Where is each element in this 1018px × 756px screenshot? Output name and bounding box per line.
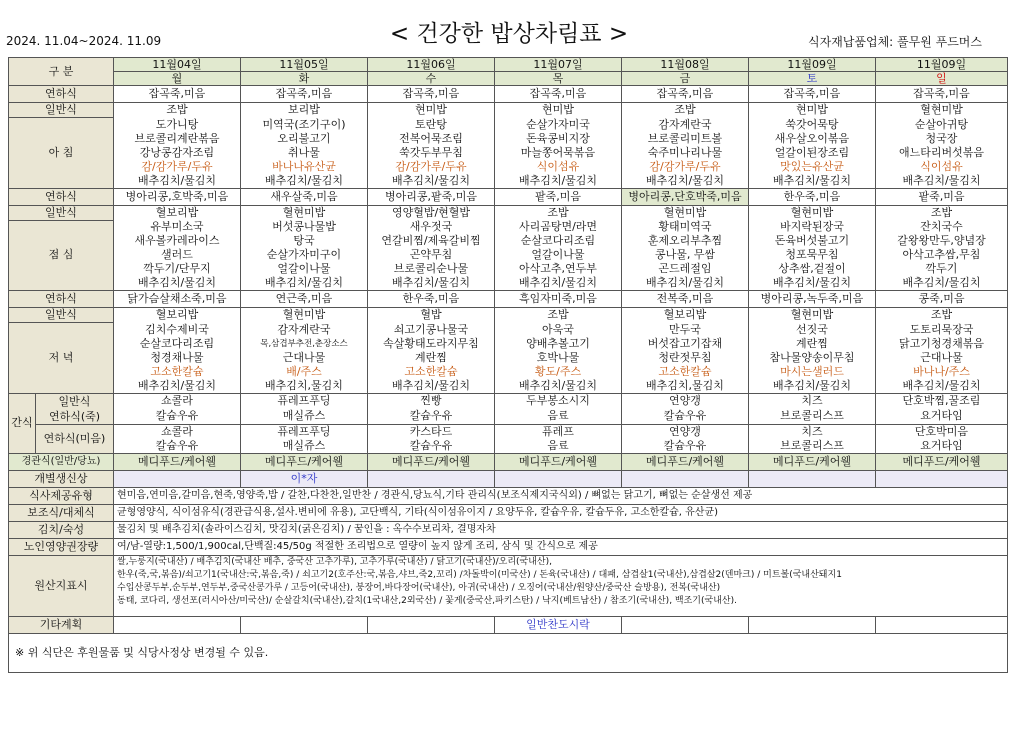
lunch-menu-item: 아삭고추,연두부	[495, 262, 622, 276]
breakfast-menu-item: 맛있는유산균	[749, 160, 876, 174]
breakfast-general-row	[9, 174, 1008, 189]
lunch-label: 점 심	[9, 220, 114, 291]
dinner-menu-item: 배/주스	[241, 365, 368, 379]
dinner-general-row	[9, 323, 1008, 337]
dinner-menu-item: 만두국	[622, 323, 749, 337]
breakfast-general-label: 일반식	[9, 103, 114, 118]
meal_types-text: 현미음,연미음,갈미음,현죽,영양죽,밥 / 갈찬,다찬찬,일반찬 / 경관식,당뇨식,기타 관리식(보조식제지국식외) / 뼈없는 닭고기, 뼈없는 순살생선 제공	[114, 487, 1008, 504]
date-cell: 11월06일	[368, 58, 495, 72]
tube-feed-cell: 메디푸드/케어웰	[368, 453, 495, 470]
snack-soft-item: 브로콜리스프	[749, 439, 876, 454]
lunch-menu-item: 상추쌈,겉절이	[749, 262, 876, 276]
dinner-menu-item: 쇠고기콩나물국	[368, 323, 495, 337]
tube-feed-cell: 메디푸드/케어웰	[114, 453, 241, 470]
snack-soft-item: 매실쥬스	[241, 439, 368, 454]
snack-general-item: 칼슘우유	[622, 409, 749, 425]
dinner-menu-item: 근대나물	[241, 351, 368, 365]
breakfast-menu-item: 돈육콩비지장	[495, 132, 622, 146]
breakfast-soft-cell: 잡곡죽,미음	[622, 86, 749, 103]
individual-cell	[495, 470, 622, 487]
snack-soft-item: 퓨레프	[495, 424, 622, 439]
day-cell: 목	[495, 72, 622, 86]
footer-row	[9, 633, 1008, 672]
individual-cell	[114, 470, 241, 487]
snack-general-item: 연양갱	[622, 393, 749, 409]
day-cell: 수	[368, 72, 495, 86]
lunch-general-label: 일반식	[9, 205, 114, 220]
breakfast-soft-cell: 잡곡죽,미음	[876, 86, 1008, 103]
breakfast-menu-item: 도가니탕	[114, 118, 241, 132]
day-cell: 월	[114, 72, 241, 86]
nutrition-label: 노인영양권장량	[9, 538, 114, 555]
date-range: 2024. 11.04~2024. 11.09	[6, 34, 162, 48]
dinner-menu-item: 버섯잡고기잡채	[622, 337, 749, 351]
lunch-menu-item: 순살가자미구이	[241, 248, 368, 262]
kimchi-text: 물김치 및 배추김치(솔라이스김치, 맛김치(굵은김치) / 꿈인을 : 옥수수보리차, 결명자차	[114, 521, 1008, 538]
kimchi-label: 김치/숙성	[9, 521, 114, 538]
breakfast-menu-item: 쑥갓어묵탕	[749, 118, 876, 132]
breakfast-menu-item: 쑥갓두부무침	[368, 146, 495, 160]
breakfast-general-row	[9, 132, 1008, 146]
dinner-menu-item: 고소한칼슘	[622, 365, 749, 379]
dinner-menu-item: 고소한칼슘	[368, 365, 495, 379]
tube-feed-cell: 메디푸드/케어웰	[749, 453, 876, 470]
breakfast-menu-item: 배추김치/물김치	[241, 174, 368, 189]
dinner-general-row	[9, 351, 1008, 365]
lunch-menu-item: 바지락된장국	[749, 220, 876, 234]
dinner-soft-cell: 병아리콩,녹두죽,미음	[749, 291, 876, 308]
dinner-soft-cell: 전복죽,미음	[622, 291, 749, 308]
breakfast-menu-item: 보리밥	[241, 103, 368, 118]
breakfast-menu-item: 배추김치/물김치	[749, 174, 876, 189]
individual-cell	[876, 470, 1008, 487]
dinner-soft-cell: 닭가슴살채소죽,미음	[114, 291, 241, 308]
lunch-soft-label: 연하식	[9, 188, 114, 205]
lunch-general-row	[9, 262, 1008, 276]
lunch-menu-item: 새우볼카레라이스	[114, 234, 241, 248]
header-row-dates	[9, 58, 1008, 72]
date-cell: 11월09일	[876, 58, 1008, 72]
dinner-menu-item: 속살황태도라지무침	[368, 337, 495, 351]
supplements-label: 보조식/대체식	[9, 504, 114, 521]
lunch-soft-cell: 팥죽,미음	[876, 188, 1008, 205]
dinner-menu-item: 조밥	[495, 308, 622, 323]
dinner-soft-label: 연하식	[9, 291, 114, 308]
dinner-menu-item: 감자계란국	[241, 323, 368, 337]
lunch-menu-item: 브로콜리순나물	[368, 262, 495, 276]
origin-text	[114, 555, 1008, 616]
lunch-menu-item: 얼갈이나물	[241, 262, 368, 276]
breakfast-soft-cell: 잡곡죽,미음	[241, 86, 368, 103]
page-title: < 건강한 밥상차림표 >	[389, 21, 629, 47]
lunch-menu-item: 돈육버섯불고기	[749, 234, 876, 248]
snack-soft-item: 음료	[495, 439, 622, 454]
breakfast-menu-item: 숙주미나리나물	[622, 146, 749, 160]
breakfast-menu-item: 배추김치/물김치	[622, 174, 749, 189]
dinner-menu-item: 목,삼겹부추전,춘장소스	[241, 337, 368, 351]
dinner-label: 저 녁	[9, 323, 114, 394]
lunch-general-row	[9, 220, 1008, 234]
snack-general-item: 브로콜리스프	[749, 409, 876, 425]
breakfast-menu-item: 바나나유산균	[241, 160, 368, 174]
dinner-general-row	[9, 337, 1008, 351]
breakfast-menu-item: 취나물	[241, 146, 368, 160]
lunch-soft-cell: 병아리콩,팥죽,미음	[368, 188, 495, 205]
lunch-general-row	[9, 205, 1008, 220]
lunch-menu-item: 배추김치/물김치	[495, 276, 622, 291]
date-cell: 11월08일	[622, 58, 749, 72]
snack-general-item: 칼슘우유	[368, 409, 495, 425]
dinner-general-row	[9, 308, 1008, 323]
dinner-soft-cell: 흑임자미죽,미음	[495, 291, 622, 308]
breakfast-soft-label: 연하식	[9, 86, 114, 103]
breakfast-menu-item: 배추김치/물김치	[114, 174, 241, 189]
lunch-menu-item: 갈왕왕만두,양념장	[876, 234, 1008, 248]
breakfast-menu-item: 배추김치/물김치	[368, 174, 495, 189]
breakfast-menu-item: 현미밥	[495, 103, 622, 118]
breakfast-menu-item: 조밥	[622, 103, 749, 118]
snack-soft-item: 쇼콜라	[114, 424, 241, 439]
snack-general-item: 칼슘우유	[114, 409, 241, 425]
breakfast-menu-item: 전복어묵조림	[368, 132, 495, 146]
snack-soft-row	[9, 439, 1008, 454]
lunch-menu-item: 탕국	[241, 234, 368, 248]
meal_types-label: 식사제공유형	[9, 487, 114, 504]
dinner-menu-item: 계란찜	[749, 337, 876, 351]
breakfast-general-row	[9, 118, 1008, 132]
dinner-menu-item: 청경채나물	[114, 351, 241, 365]
snack-general-row	[9, 409, 1008, 425]
individual-label: 개별생신상	[9, 470, 114, 487]
dinner-menu-item: 혈밥	[368, 308, 495, 323]
day-cell: 금	[622, 72, 749, 86]
other-plans-row	[9, 616, 1008, 633]
dinner-menu-item: 마시는샐러드	[749, 365, 876, 379]
lunch-soft-cell: 팥죽,미음	[495, 188, 622, 205]
breakfast-menu-item: 순살아귀탕	[876, 118, 1008, 132]
lunch-menu-item: 청포묵무침	[749, 248, 876, 262]
breakfast-menu-item: 식이섬유	[876, 160, 1008, 174]
dinner-menu-item: 선짓국	[749, 323, 876, 337]
breakfast-menu-item: 감/감가루/두유	[114, 160, 241, 174]
dinner-menu-item: 배추김치,물김치	[241, 379, 368, 394]
lunch-menu-item: 조밥	[876, 205, 1008, 220]
breakfast-menu-item: 순살가자미국	[495, 118, 622, 132]
lunch-menu-item: 깍두기	[876, 262, 1008, 276]
dinner-general-label: 일반식	[9, 308, 114, 323]
lunch-menu-item: 배추김치/물김치	[749, 276, 876, 291]
dinner-menu-item: 배추김치/물김치	[749, 379, 876, 394]
breakfast-menu-item: 배추김치/물김치	[876, 174, 1008, 189]
dinner-menu-item: 도토리묵장국	[876, 323, 1008, 337]
lunch-general-row	[9, 248, 1008, 262]
dinner-menu-item: 배추김치/물김치	[368, 379, 495, 394]
snack-soft-item: 카스타드	[368, 424, 495, 439]
other-plans-cell	[622, 616, 749, 633]
date-cell: 11월05일	[241, 58, 368, 72]
breakfast-label: 아 침	[9, 118, 114, 189]
breakfast-menu-item: 강낭콩감자조림	[114, 146, 241, 160]
origin-line: 한우(죽,국,볶음)/쇠고기1(국내산:국,볶음,죽) / 쇠고기2(호주산:국,볶음,샤브,죽2,꼬리) /차돌박이(미국산) / 돈육(국내산) / 대패, 삼겹살1(국내산),삼겹살2(덴마크) / 미트볼(국내산돼지1	[117, 569, 842, 580]
breakfast-general-row	[9, 160, 1008, 174]
individual-cell	[749, 470, 876, 487]
breakfast-general-row	[9, 146, 1008, 160]
dinner-soft-row	[9, 291, 1008, 308]
snack-soft-item: 칼슘우유	[368, 439, 495, 454]
dinner-menu-item: 황도/주스	[495, 365, 622, 379]
breakfast-menu-item: 감/감가루/두유	[368, 160, 495, 174]
dinner-menu-item: 계란찜	[368, 351, 495, 365]
lunch-soft-cell: 병아리콩,단호박죽,미음	[622, 188, 749, 205]
dinner-menu-item: 혈현미밥	[241, 308, 368, 323]
snack-general-item: 매실쥬스	[241, 409, 368, 425]
individual-row	[9, 470, 1008, 487]
breakfast-menu-item: 마늘쫑어묵볶음	[495, 146, 622, 160]
dinner-menu-item: 배추김치,물김치	[622, 379, 749, 394]
date-cell: 11월07일	[495, 58, 622, 72]
breakfast-menu-item: 오리불고기	[241, 132, 368, 146]
lunch-menu-item: 배추김치/물김치	[114, 276, 241, 291]
snack-general-row	[9, 393, 1008, 409]
lunch-menu-item: 새우젓국	[368, 220, 495, 234]
individual-cell	[368, 470, 495, 487]
lunch-menu-item: 혈보리밥	[114, 205, 241, 220]
snack-soft-item: 연양갱	[622, 424, 749, 439]
breakfast-menu-item: 토란탕	[368, 118, 495, 132]
lunch-menu-item: 배추김치/물김치	[622, 276, 749, 291]
lunch-menu-item: 연갈비찜/제육갈비찜	[368, 234, 495, 248]
dinner-menu-item: 고소한칼슘	[114, 365, 241, 379]
lunch-menu-item: 순살코다리조림	[495, 234, 622, 248]
header-label: 구 분	[9, 58, 114, 86]
footer-note: ※ 위 식단은 후원물품 및 식당사정상 변경될 수 있음.	[9, 633, 1008, 672]
lunch-menu-item: 조밥	[495, 205, 622, 220]
lunch-menu-item: 콩나물, 무쌈	[622, 248, 749, 262]
lunch-menu-item: 잔치국수	[876, 220, 1008, 234]
dinner-soft-cell: 콩죽,미음	[876, 291, 1008, 308]
individual-cell	[622, 470, 749, 487]
lunch-menu-item: 영양혈밥/현혈밥	[368, 205, 495, 220]
breakfast-soft-cell: 잡곡죽,미음	[749, 86, 876, 103]
breakfast-menu-item: 감자계란국	[622, 118, 749, 132]
snack-soft-item: 요거타임	[876, 439, 1008, 454]
day-cell: 화	[241, 72, 368, 86]
snack-general-item: 퓨레프푸딩	[241, 393, 368, 409]
breakfast-menu-item: 얼갈이된장조림	[749, 146, 876, 160]
other-plans-cell	[368, 616, 495, 633]
dinner-menu-item: 순살코다리조림	[114, 337, 241, 351]
lunch-soft-cell: 병아리콩,호박죽,미음	[114, 188, 241, 205]
breakfast-menu-item: 브로콜리미트볼	[622, 132, 749, 146]
breakfast-menu-item: 새우살오이볶음	[749, 132, 876, 146]
snack-soft-item: 칼슘우유	[114, 439, 241, 454]
dinner-soft-cell: 연근죽,미음	[241, 291, 368, 308]
dinner-menu-item: 청란젓무침	[622, 351, 749, 365]
dinner-menu-item: 아욱국	[495, 323, 622, 337]
breakfast-menu-item: 현미밥	[368, 103, 495, 118]
tube-feed-cell: 메디푸드/케어웰	[495, 453, 622, 470]
dinner-soft-cell: 한우죽,미음	[368, 291, 495, 308]
lunch-menu-item: 배추김치/물김치	[368, 276, 495, 291]
breakfast-menu-item: 미역국(조기구이)	[241, 118, 368, 132]
breakfast-menu-item: 애느타리버섯볶음	[876, 146, 1008, 160]
breakfast-menu-item: 혈현미밥	[876, 103, 1008, 118]
snack-soft-row	[9, 424, 1008, 439]
breakfast-menu-item: 식이섬유	[495, 160, 622, 174]
breakfast-general-row	[9, 103, 1008, 118]
dinner-menu-item: 김치수제비국	[114, 323, 241, 337]
lunch-general-row	[9, 276, 1008, 291]
lunch-menu-item: 샐러드	[114, 248, 241, 262]
origin-label: 원산지표시	[9, 555, 114, 616]
other-plans-cell	[114, 616, 241, 633]
snack-general-item: 쇼콜라	[114, 393, 241, 409]
lunch-menu-item: 혈현미밥	[749, 205, 876, 220]
snack-general-item: 치즈	[749, 393, 876, 409]
supplements-row	[9, 504, 1008, 521]
breakfast-menu-item: 청국장	[876, 132, 1008, 146]
lunch-menu-item: 유부미소국	[114, 220, 241, 234]
lunch-menu-item: 배추김치/물김치	[241, 276, 368, 291]
individual-cell: 이*자	[241, 470, 368, 487]
header-row-days	[9, 72, 1008, 86]
tube-feed-cell: 메디푸드/케어웰	[622, 453, 749, 470]
dinner-general-row	[9, 365, 1008, 379]
meal_types-row	[9, 487, 1008, 504]
snack-general-item: 단호박찜,꿀조림	[876, 393, 1008, 409]
dinner-menu-item: 배추김치/물김치	[114, 379, 241, 394]
lunch-soft-cell: 새우살죽,미음	[241, 188, 368, 205]
breakfast-soft-cell: 잡곡죽,미음	[114, 86, 241, 103]
other-plans-cell	[241, 616, 368, 633]
lunch-menu-item: 곤드레절임	[622, 262, 749, 276]
other-plans-cell: 일반찬도시락	[495, 616, 622, 633]
lunch-general-row	[9, 234, 1008, 248]
snack-soft-item: 단호박미음	[876, 424, 1008, 439]
other-plans-label: 기타계획	[9, 616, 114, 633]
date-cell: 11월04일	[114, 58, 241, 72]
snack-general-item: 음료	[495, 409, 622, 425]
snack-soft-item: 퓨레프푸딩	[241, 424, 368, 439]
lunch-menu-item: 아삭고추쌈,무침	[876, 248, 1008, 262]
dinner-menu-item: 참나물양송이무침	[749, 351, 876, 365]
dinner-menu-item: 근대나물	[876, 351, 1008, 365]
nutrition-row	[9, 538, 1008, 555]
origin-row	[9, 555, 1008, 616]
other-plans-cell	[749, 616, 876, 633]
lunch-menu-item: 깍두기/단무지	[114, 262, 241, 276]
snack-label: 간식	[9, 393, 36, 453]
dinner-menu-item: 배추김치/물김치	[495, 379, 622, 394]
dinner-general-row	[9, 379, 1008, 394]
breakfast-menu-item: 현미밥	[749, 103, 876, 118]
snack-soft-label: 연하식(미음)	[36, 424, 114, 453]
dinner-menu-item: 조밥	[876, 308, 1008, 323]
snack-general-item: 두부봉소시지	[495, 393, 622, 409]
breakfast-soft-cell: 잡곡죽,미음	[495, 86, 622, 103]
snack-soft-item: 칼슘우유	[622, 439, 749, 454]
dinner-menu-item: 양배추볼고기	[495, 337, 622, 351]
snack-general-item: 찐빵	[368, 393, 495, 409]
dinner-menu-item: 닭고기청경채볶음	[876, 337, 1008, 351]
nutrition-text: 여/남-열량:1,500/1,900cal,단백질:45/50g 적절한 조리법으로 열량이 높지 않게 조리, 삼식 및 간식으로 제공	[114, 538, 1008, 555]
lunch-soft-cell: 한우죽,미음	[749, 188, 876, 205]
snack-general-item: 요거타임	[876, 409, 1008, 425]
breakfast-menu-item: 브로콜리계란볶음	[114, 132, 241, 146]
breakfast-menu-item: 조밥	[114, 103, 241, 118]
origin-line: 수입산콩두부,순두부,연두부,중국산콩가루 / 고등어(국내산), 붕장어,바다장어(국내산), 아귀(국내산) / 오징어(국내산/원양산/중국산 슬방용), 전복(국내산)	[117, 582, 721, 593]
lunch-menu-item: 혈현미밥	[241, 205, 368, 220]
breakfast-soft-cell: 잡곡죽,미음	[368, 86, 495, 103]
origin-line: 동태, 코다리, 생선포(러시아산/미국산)/ 순살갈치(국내산),갈치(1국내산,2외국산) / 꽃게(중국산,파키스탄) / 낙지(베트남산) / 참조기(국내산), 백조기(국내산).	[117, 595, 737, 606]
tube-feed-label: 경관식(일반/당뇨)	[9, 453, 114, 470]
lunch-menu-item: 곤약무침	[368, 248, 495, 262]
lunch-menu-item: 훈제오리부추찜	[622, 234, 749, 248]
dinner-menu-item: 혈보리밥	[114, 308, 241, 323]
origin-line: 쌀,누룽지(국내산) / 배추김치(국내산 배추, 중국산 고추가루), 고추가루(국내산) / 닭고기(국내산)/오리(국내산),	[117, 556, 552, 567]
supplements-text: 균형영양식, 식이섬유식(경관급식용,설사.변비에 유용), 고단백식, 기타(식이섬유이지 / 요양두유, 칼슘우유, 칼슘두유, 고소한칼슘, 유산균)	[114, 504, 1008, 521]
dinner-menu-item: 혈보리밥	[622, 308, 749, 323]
dinner-menu-item: 배추김치/물김치	[876, 379, 1008, 394]
lunch-menu-item: 사리곰탕면/라면	[495, 220, 622, 234]
day-cell: 일	[876, 72, 1008, 86]
dinner-menu-item: 호박나물	[495, 351, 622, 365]
lunch-menu-item: 얼갈이나물	[495, 248, 622, 262]
tube-feed-cell: 메디푸드/케어웰	[876, 453, 1008, 470]
lunch-soft-row	[9, 188, 1008, 205]
other-plans-cell	[876, 616, 1008, 633]
kimchi-row	[9, 521, 1008, 538]
menu-table	[8, 57, 1008, 673]
day-cell: 토	[749, 72, 876, 86]
dinner-menu-item: 바나나/주스	[876, 365, 1008, 379]
snack-general-label: 일반식 연하식(죽)	[36, 393, 114, 424]
supplier: 식자재납품업체: 풀무원 푸드머스	[808, 35, 982, 49]
breakfast-menu-item: 배추김치/물김치	[495, 174, 622, 189]
snack-soft-item: 치즈	[749, 424, 876, 439]
tube-feed-cell: 메디푸드/케어웰	[241, 453, 368, 470]
breakfast-menu-item: 감/감가루/두유	[622, 160, 749, 174]
lunch-menu-item: 혈현미밥	[622, 205, 749, 220]
lunch-menu-item: 배추김치/물김치	[876, 276, 1008, 291]
date-cell: 11월09일	[749, 58, 876, 72]
lunch-menu-item: 황태미역국	[622, 220, 749, 234]
tube-feed-row	[9, 453, 1008, 470]
lunch-menu-item: 버섯콩나물밥	[241, 220, 368, 234]
breakfast-soft-row	[9, 86, 1008, 103]
dinner-menu-item: 혈현미밥	[749, 308, 876, 323]
